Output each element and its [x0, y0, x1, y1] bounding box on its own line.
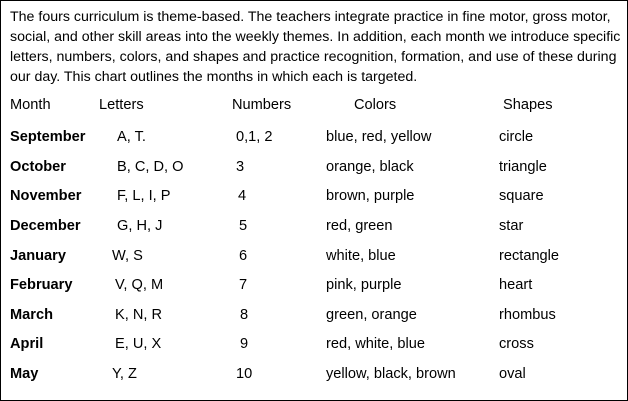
- table-row-letters: W, S: [112, 248, 143, 264]
- table-row-shapes: heart: [499, 277, 533, 293]
- table-row-numbers: 5: [239, 218, 248, 234]
- table-row-shapes: circle: [499, 129, 534, 145]
- table-row-month: January: [10, 248, 66, 264]
- table-row-colors: yellow, black, brown: [326, 366, 456, 382]
- header-colors: Colors: [354, 97, 397, 113]
- table-row-letters: Y, Z: [112, 366, 137, 382]
- table-row-numbers: 10: [236, 366, 253, 382]
- table-row-month: December: [10, 218, 81, 234]
- table-row-shapes: rectangle: [499, 248, 560, 264]
- header-letters: Letters: [99, 97, 144, 113]
- table-row-colors: green, orange: [326, 307, 417, 323]
- table-row-numbers: 6: [239, 248, 248, 264]
- table-row-month: November: [10, 188, 82, 204]
- table-row-shapes: rhombus: [499, 307, 556, 323]
- table-row-colors: orange, black: [326, 159, 414, 175]
- header-shapes: Shapes: [503, 97, 553, 113]
- header-month: Month: [10, 97, 51, 113]
- intro-paragraph: The fours curriculum is theme-based. The teachers integrate practice in fine motor, gross motor, social, and other skill areas into the weekly themes. In addition, each month we introduce specific letters, numbers, colors, and shapes and practice recognition, formation, and use of these during our day. This chart outlines the months in which each is targeted.: [10, 9, 621, 85]
- table-row-month: March: [10, 307, 53, 323]
- table-row-shapes: square: [499, 188, 544, 204]
- table-row-colors: blue, red, yellow: [326, 129, 432, 145]
- table-row-letters: A, T.: [117, 129, 146, 145]
- table-row-numbers: 9: [240, 336, 249, 352]
- table-row-shapes: oval: [499, 366, 526, 382]
- table-row-shapes: star: [499, 218, 524, 234]
- table-row-colors: red, green: [326, 218, 393, 234]
- table-row-letters: F, L, I, P: [117, 188, 171, 204]
- table-row-letters: E, U, X: [115, 336, 162, 352]
- table-row-month: May: [10, 366, 39, 382]
- table-row-letters: B, C, D, O: [117, 159, 184, 175]
- table-row-month: October: [10, 159, 66, 175]
- table-row-letters: G, H, J: [117, 218, 163, 234]
- table-row-colors: brown, purple: [326, 188, 415, 204]
- table-row-numbers: 8: [240, 307, 249, 323]
- table-row-month: September: [10, 129, 86, 145]
- table-row-shapes: cross: [499, 336, 534, 352]
- table-row-letters: V, Q, M: [115, 277, 164, 293]
- table-row-colors: white, blue: [326, 248, 396, 264]
- table-row-letters: K, N, R: [115, 307, 163, 323]
- table-row-colors: pink, purple: [326, 277, 402, 293]
- table-row-colors: red, white, blue: [326, 336, 425, 352]
- header-numbers: Numbers: [232, 97, 292, 113]
- table-row-numbers: 7: [239, 277, 248, 293]
- table-row-numbers: 4: [238, 188, 247, 204]
- table-row-shapes: triangle: [499, 159, 547, 175]
- table-row-month: February: [10, 277, 73, 293]
- table-row-month: April: [10, 336, 44, 352]
- table-row-numbers: 0,1, 2: [236, 129, 273, 145]
- table-row-numbers: 3: [236, 159, 245, 175]
